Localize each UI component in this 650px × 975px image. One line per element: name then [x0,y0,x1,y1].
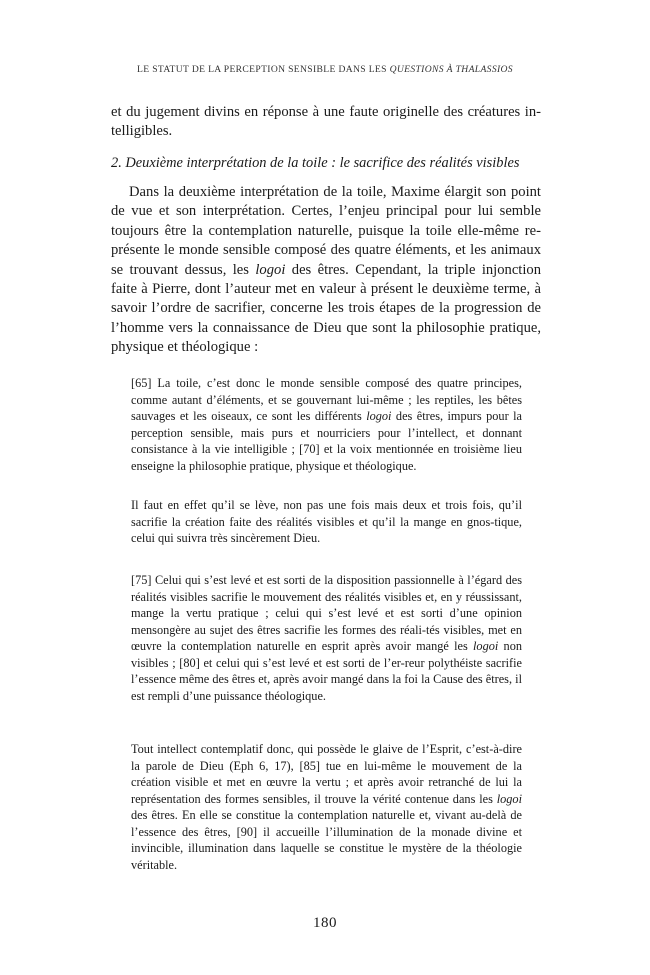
paragraph-continuation: et du jugement divins en réponse à une faute originelle des créatures in-telligibles. [111,104,541,140]
block-quote-4-logoi: logoi [496,791,522,806]
running-head [0,64,650,75]
block-quote-1 [131,375,522,474]
block-quote-3 [131,572,522,704]
block-quote-4 [131,741,522,873]
running-head-text: LE STATUT DE LA PERCEPTION SENSIBLE DANS LES [137,64,390,75]
block-quote-3-text-a: [75] Celui qui s’est levé et est sorti de la disposition passionnelle à l’égard des réalités visibles sacrifie le mouvement des réalités visibles et, en y réussissant, mange la vertu pratique ; celui qui s’est levé et est sorti d’une opinion mensongère au sujet des êtres sacrifie les formes des réali-tés visibles, met en œuvre la contemplation naturelle en esprit après avoir mangé les [131,573,522,653]
block-quote-1-text-a: [65] La toile, c’est donc le monde sensible composé des quatre principes, comme autant d’éléments, et se gouvernant lui-même ; les reptiles, les bêtes sauvages et les oiseaux, ce sont les différents [131,376,522,423]
block-quote-3-logoi: logoi [473,639,499,653]
paragraph-main-text-a: Dans la deuxième interprétation de la toile, Maxime élargit son point de vue et son interprétation. Certes, l’enjeu principal pour lui semble toujours être la contemplation naturelle, puisque la toile elle-même re-présente le monde sensible composé des quatre éléments, et les animaux se trouvant dessus, les [111,184,541,278]
paragraph-main [111,183,541,358]
page-number: 180 [313,915,337,931]
block-quote-1-text-b: des êtres, impurs pour la perception sensible, mais purs et nourriciers pour l’intellect, et donnant consistance à la vie intelligible ; [70] et la voix mentionnée en troisième lieu enseigne la philosophie pratique, physique et théologique. [131,409,523,473]
block-quote-4-text-a: Tout intellect contemplatif donc, qui possède le glaive de l’Esprit, c’est-à-dire la parole de Dieu (Eph 6, 17), [85] tue en lui-même le mouvement de la création visible et met en œuvre la vertu ; et après avoir retranché de lui la représentation des formes sensibles, il trouve la vérité contenue dans les [131,742,522,806]
block-quote-2: Il faut en effet qu’il se lève, non pas une fois mais deux et trois fois, qu’il sacrifie la création faite des réalités visibles et qu’il la mange en gnos-tique, celui qui suivra très sincèrement Dieu. [131,498,522,545]
section-heading: 2. Deuxième interprétation de la toile : le sacrifice des réalités visibles [111,155,520,171]
running-head-italic: QUESTIONS À THALASSIOS [389,64,513,75]
block-quote-3-text-b: non visibles ; [80] et celui qui s’est levé et est sorti de l’er-reur polythéiste sacrifie l’essence même des êtres et, après avoir mangé dans la foi la Cause des êtres, il est rempli d’une puissance théologique. [131,639,522,703]
block-quote-4-text-b: des êtres. En elle se constitue la contemplation naturelle et, vivant au-delà de l’essence des êtres, [90] il accueille l’illumination de la monade divine et invincible, illumination dans laquelle se constitue le mystère de la théologie véritable. [131,808,522,872]
paragraph-main-logoi: logoi [255,261,286,278]
paragraph-main-text-b: des êtres. Cependant, la triple injonction faite à Pierre, dont l’auteur met en valeur à présent le deuxième terme, à savoir l’ordre de sacrifier, concerne les trois étapes de la progression de l’homme vers la connaissance de Dieu que sont la philosophie pratique, physique et théologique : [111,261,542,356]
block-quote-1-logoi: logoi [366,409,392,423]
